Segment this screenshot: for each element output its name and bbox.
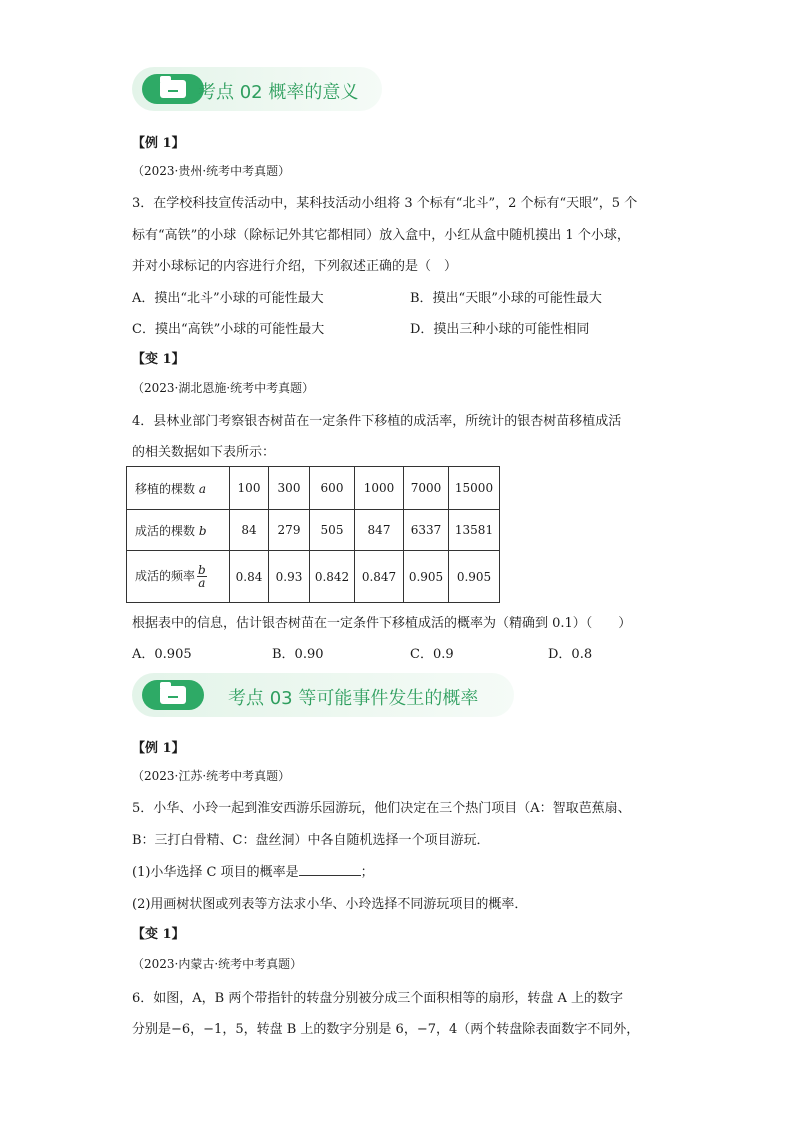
table-cell: 84 <box>230 510 269 551</box>
question-line: 5．小华、小玲一起到淮安西游乐园游玩，他们决定在三个热门项目（A：智取芭蕉扇、 <box>132 801 631 816</box>
fraction: $\frac{b}{a}$ <box>198 563 206 590</box>
section-title: 考点 03 等可能事件发生的概率 <box>228 688 479 709</box>
table-cell: 0.847 <box>355 551 404 603</box>
option-b: B．0.90 <box>272 647 324 662</box>
table-cell: 600 <box>310 467 355 510</box>
table-cell: 7000 <box>404 467 449 510</box>
table-cell: 15000 <box>449 467 500 510</box>
question-line: 4．县林业部门考察银杏树苗在一定条件下移植的成活率，所统计的银杏树苗移植成活 <box>132 414 622 429</box>
option-d: D．0.8 <box>548 647 593 662</box>
table-cell: 300 <box>269 467 310 510</box>
question-line: B：三打白骨精、C：盘丝洞）中各自随机选择一个项目游玩． <box>132 833 490 848</box>
table-row <box>127 467 500 510</box>
variant-tag: 【变 1】 <box>132 352 185 367</box>
question-line: 3．在学校科技宣传活动中，某科技活动小组将 3 个标有“北斗”，2 个标有“天眼”，5 个 <box>132 196 638 211</box>
answer-blank <box>299 863 361 876</box>
sub-question-2: (2)用画树状图或列表等方法求小华、小玲选择不同游玩项目的概率． <box>132 897 528 912</box>
question-source: （2023·江苏·统考中考真题） <box>132 769 291 783</box>
table-row <box>127 551 500 603</box>
question-line: 根据表中的信息，估计银杏树苗在一定条件下移植成活的概率为（精确到 0.1）（ ） <box>132 616 632 631</box>
table-cell: 0.93 <box>269 551 310 603</box>
table-cell: 100 <box>230 467 269 510</box>
question-source: （2023·湖北恩施·统考中考真题） <box>132 381 315 395</box>
folder-icon <box>160 80 186 98</box>
example-tag: 【例 1】 <box>132 136 185 151</box>
table-cell: 847 <box>355 510 404 551</box>
table-cell: 6337 <box>404 510 449 551</box>
table-header-cell: 成活的频率 $\frac{b}{a}$ <box>127 551 230 603</box>
banner-pill <box>142 74 204 104</box>
question-source: （2023·贵州·统考中考真题） <box>132 164 291 178</box>
question-line: 6．如图，A，B 两个带指针的转盘分别被分成三个面积相等的扇形，转盘 A 上的数字 <box>132 991 623 1006</box>
question-source: （2023·内蒙古·统考中考真题） <box>132 957 303 971</box>
option-b: B．摸出“天眼”小球的可能性最大 <box>410 291 602 306</box>
table-cell: 279 <box>269 510 310 551</box>
option-c: C．0.9 <box>410 647 454 662</box>
question-line: 分别是−6，−1，5，转盘 B 上的数字分别是 6，−7，4（两个转盘除表面数字不同外， <box>132 1022 640 1037</box>
option-d: D．摸出三种小球的可能性相同 <box>410 322 590 337</box>
folder-icon <box>160 686 186 704</box>
option-a: A．0.905 <box>132 647 192 662</box>
table-row <box>127 510 500 551</box>
question-line: 并对小球标记的内容进行介绍，下列叙述正确的是（ ） <box>132 259 458 274</box>
table-cell: 13581 <box>449 510 500 551</box>
table-cell: 0.84 <box>230 551 269 603</box>
table-header-cell: 成活的棵数 b <box>127 510 230 551</box>
section-title: 考点 02 概率的意义 <box>198 82 359 103</box>
table-header-cell: 移植的棵数 a <box>127 467 230 510</box>
sub-question-1: (1)小华选择 C 项目的概率是 ； <box>132 865 374 880</box>
section-banner-1 <box>132 67 382 111</box>
table-cell: 1000 <box>355 467 404 510</box>
table-cell: 0.842 <box>310 551 355 603</box>
table-cell: 0.905 <box>404 551 449 603</box>
table-cell: 505 <box>310 510 355 551</box>
option-a: A．摸出“北斗”小球的可能性最大 <box>132 291 324 306</box>
variant-tag: 【变 1】 <box>132 927 185 942</box>
question-line: 标有“高铁”的小球（除标记外其它都相同）放入盒中，小红从盒中随机摸出 1 个小球， <box>132 228 630 243</box>
data-table <box>126 466 500 603</box>
table-cell: 0.905 <box>449 551 500 603</box>
banner-pill <box>142 680 204 710</box>
example-tag: 【例 1】 <box>132 741 185 756</box>
question-line: 的相关数据如下表所示： <box>132 445 276 460</box>
section-banner-2 <box>132 673 514 717</box>
option-c: C．摸出“高铁”小球的可能性最大 <box>132 322 325 337</box>
